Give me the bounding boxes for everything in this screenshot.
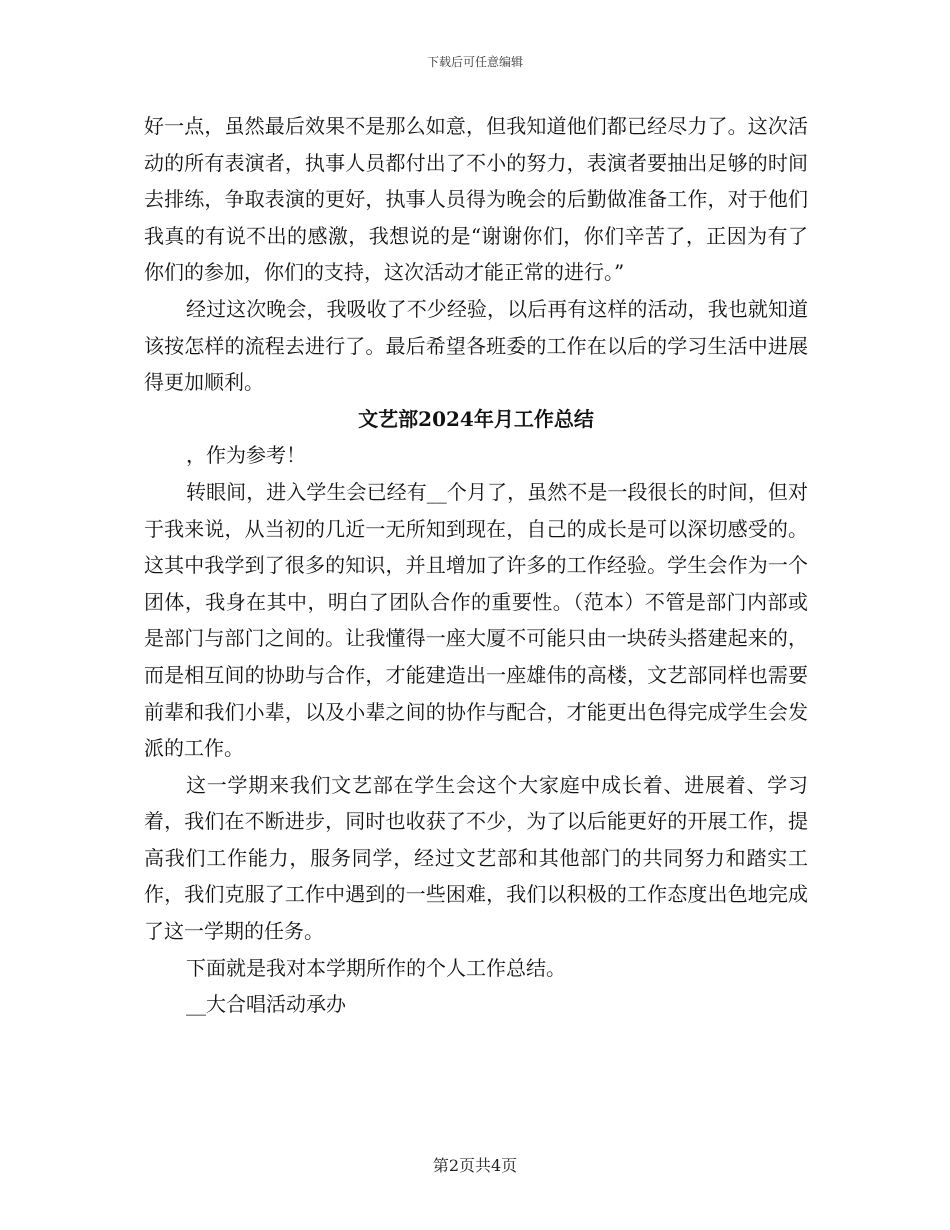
paragraph-summary-intro: 下面就是我对本学期所作的个人工作总结。 [186,955,566,980]
paragraph-semester: 这一学期来我们文艺部在学生会这个大家庭中成长着、进展着、学习着，我们在不断进步，同时也收获了不少，为了以后能更好的开展工作，提高我们工作能力，服务同学，经过文艺部和其他部门的共同努力和踏实工作，我们克服了工作中遇到的一些困难，我们以积极的工作态度出色地完成了这一学期的任务。 [144,772,808,944]
section-title: 文艺部2024年月工作总结 [358,406,594,431]
document-body [144,108,808,1023]
paragraph-growth: 转眼间，进入学生会已经有__个月了，虽然不是一段很长的时间，但对于我来说，从当初的几近一无所知到现在，自己的成长是可以深切感受的。这其中我学到了很多的知识，并且增加了许多的工作经验。学生会作为一个团体，我身在其中，明白了团队合作的重要性。（范本）不管是部门内部或是部门与部门之间的。让我懂得一座大厦不可能只由一块砖头搭建起来的，而是相互间的协助与合作，才能建造出一座雄伟的高楼，文艺部同样也需要前辈和我们小辈，以及小辈之间的协作与配合，才能更出色得完成学生会发派的工作。 [144,479,808,761]
paragraph-experience: 经过这次晚会，我吸收了不少经验，以后再有这样的活动，我也就知道该按怎样的流程去进行了。最后希望各班委的工作在以后的学习生活中进展得更加顺利。 [144,296,808,395]
paragraph-reference-note: ，作为参考！ [186,443,306,468]
paragraph-continued: 好一点，虽然最后效果不是那么如意，但我知道他们都已经尽力了。这次活动的所有表演者，执事人员都付出了不小的努力，表演者要抽出足够的时间去排练，争取表演的更好，执事人员得为晚会的后勤做准备工作，对于他们我真的有说不出的感激，我想说的是“谢谢你们，你们辛苦了，正因为有了你们的参加，你们的支持，这次活动才能正常的进行。” [144,114,808,285]
page-header-note: 下载后可任意编辑 [426,55,523,69]
page-number: 第2页共4页 [432,1156,518,1175]
paragraph-chorus-item: __大合唱活动承办 [186,992,346,1017]
